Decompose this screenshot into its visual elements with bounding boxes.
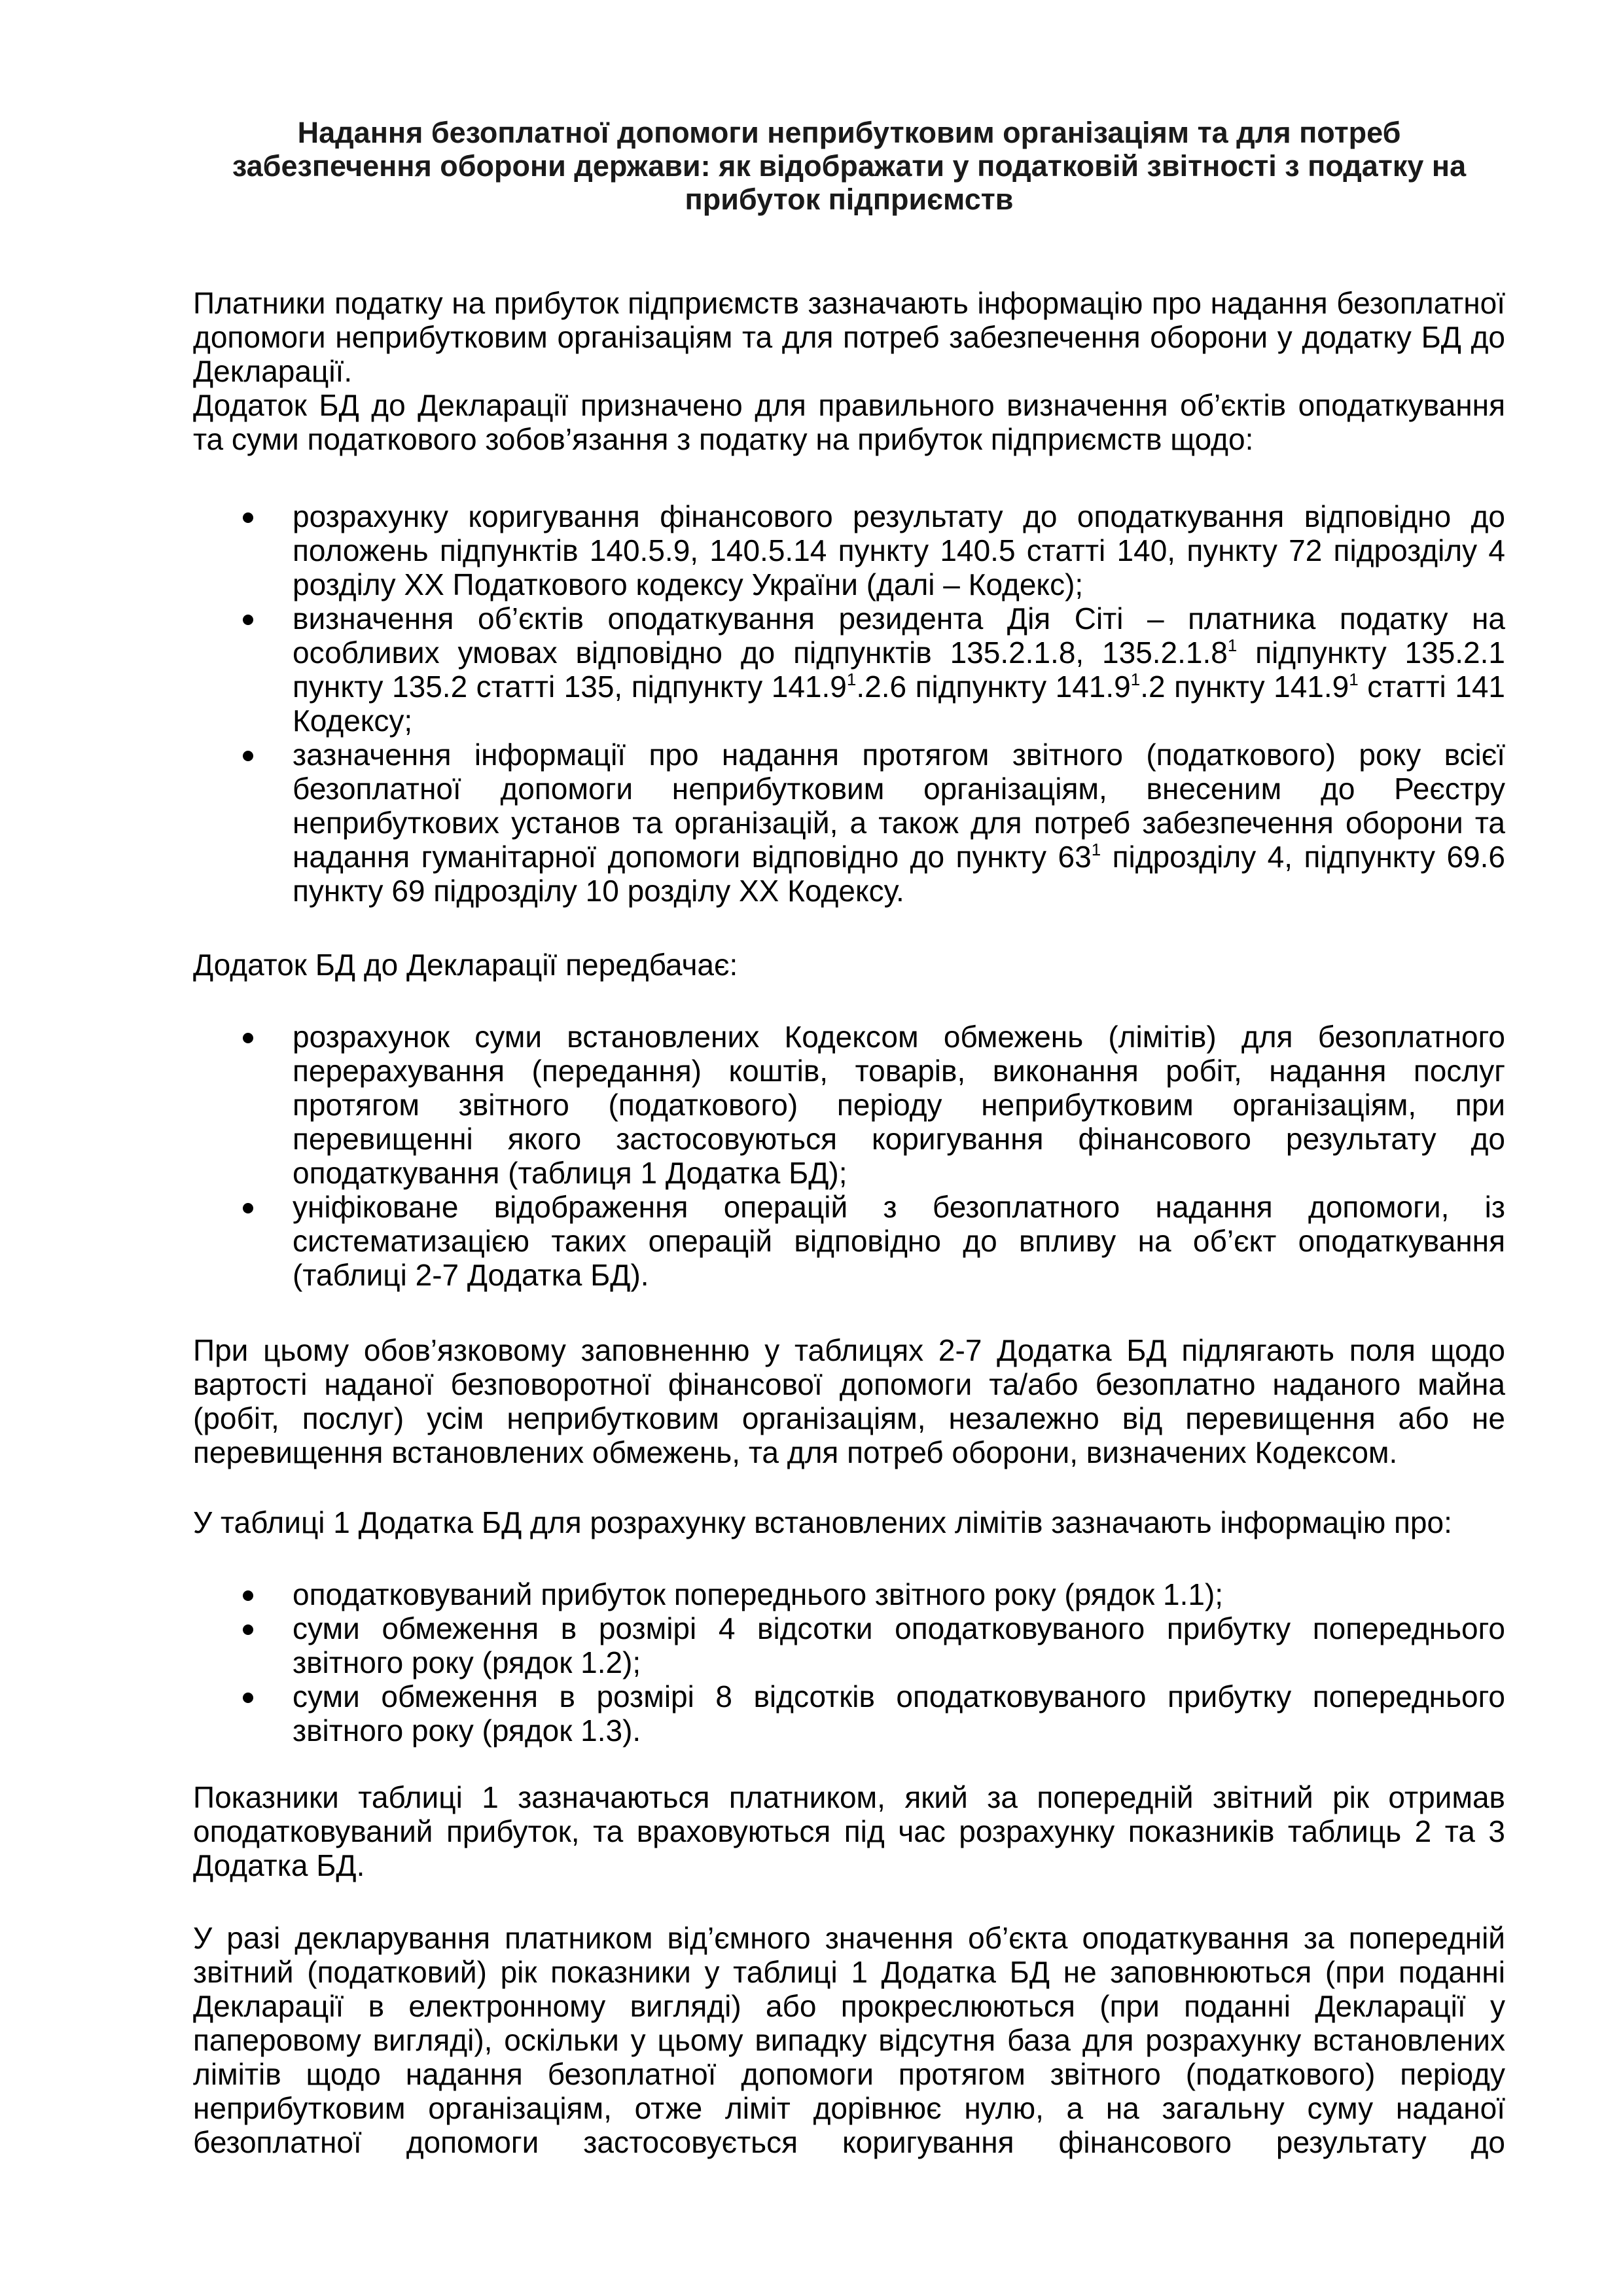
purpose-list-section bbox=[193, 499, 1505, 908]
bullet-icon bbox=[243, 1590, 253, 1601]
list-item-text: суми обмеження в розмірі 4 відсотки оподатковуваного прибутку попереднього звітного року (рядок 1.2); bbox=[293, 1611, 1505, 1679]
superscript: 1 bbox=[846, 670, 857, 689]
list-item-text: статті 141 Кодексу; bbox=[293, 670, 1505, 738]
list-item-text: підрозділу 4, підпункту 69.6 пункту 69 підрозділу 10 розділу ХХ Кодексу. bbox=[293, 840, 1506, 908]
document-title bbox=[193, 116, 1505, 216]
list-item-text: визначення об’єктів оподаткування резидента Дія Сіті – платника податку на особливих умовах відповідно до підпунктів 135.2.1.8, 135.2.1.8 bbox=[293, 601, 1505, 670]
negative-section bbox=[193, 1921, 1505, 2159]
mandatory-section bbox=[193, 1333, 1505, 1469]
list-item bbox=[193, 1190, 1505, 1292]
intro-paragraph-2: Додаток БД до Декларації призначено для правильного визначення об’єктів оподаткування та суми податкового зобов’язання з податку на прибуток підприємств щодо: bbox=[193, 388, 1505, 456]
list-item-text: суми обмеження в розмірі 8 відсотків оподатковуваного прибутку попереднього звітного року (рядок 1.3). bbox=[293, 1679, 1505, 1748]
bullet-icon bbox=[243, 751, 253, 761]
list-item-text: оподатковуваний прибуток попереднього звітного року (рядок 1.1); bbox=[293, 1577, 1224, 1611]
list-item bbox=[193, 1679, 1505, 1748]
provides-list bbox=[193, 1020, 1505, 1292]
list-item bbox=[193, 738, 1505, 908]
list-item bbox=[193, 601, 1505, 738]
list-item-text: уніфіковане відображення операцій з безоплатного надання допомоги, із систематизацією таких операцій відповідно до впливу на об’єкт оподаткування (таблиці 2-7 Додатка БД). bbox=[293, 1190, 1505, 1292]
bullet-icon bbox=[243, 512, 253, 523]
table1-list bbox=[193, 1577, 1505, 1748]
negative-paragraph: У разі декларування платником від’ємного значення об’єкта оподаткування за попередній звітний (податковий) рік показники у таблиці 1 Додатка БД не заповнюються (при поданні Декларації в електронному вигляді) або прокреслюються (при поданні Декларації у паперовому вигляді), оскільки у цьому випадку відсутня база для розрахунку встановлених лімітів щодо надання безоплатної допомоги протягом звітного (податкового) періоду неприбутковим організаціям, отже ліміт дорівнює нулю, а на загальну суму наданої безоплатної допомоги застосовується коригування фінансового результату до bbox=[193, 1921, 1505, 2159]
bullet-icon bbox=[243, 615, 253, 625]
table1-heading: У таблиці 1 Додатка БД для розрахунку встановлених лімітів зазначають інформацію про: bbox=[193, 1505, 1452, 1539]
table1-list-section bbox=[193, 1577, 1505, 1748]
list-item-text: розрахунку коригування фінансового результату до оподаткування відповідно до положень підпунктів 140.5.9, 140.5.14 пункту 140.5 статті 140, пункту 72 підрозділу 4 розділу ХХ Податкового кодексу України (далі – Кодекс); bbox=[293, 499, 1505, 601]
superscript: 1 bbox=[1349, 670, 1359, 689]
bullet-icon bbox=[243, 1203, 253, 1213]
list-item bbox=[193, 1020, 1505, 1190]
intro-paragraph-1: Платники податку на прибуток підприємств зазначають інформацію про надання безоплатної допомоги неприбутковим організаціям та для потреб забезпечення оборони у додатку БД до Декларації. bbox=[193, 286, 1505, 388]
superscript: 1 bbox=[1130, 670, 1141, 689]
table1-heading-section bbox=[193, 1505, 1505, 1539]
purpose-list bbox=[193, 499, 1505, 908]
mandatory-paragraph: При цьому обов’язковому заповненню у таблицях 2-7 Додатка БД підлягають поля щодо вартості наданої безповоротної фінансової допомоги та/або безоплатно наданого майна (робіт, послуг) усім неприбутковим організаціям, незалежно від перевищення або не перевищення встановлених обмежень, та для потреб оборони, визначених Кодексом. bbox=[193, 1333, 1505, 1469]
bullet-icon bbox=[243, 1033, 253, 1043]
bullet-icon bbox=[243, 1693, 253, 1703]
list-item-text: розрахунок суми встановлених Кодексом обмежень (лімітів) для безоплатного перерахування (передання) коштів, товарів, виконання робіт, надання послуг протягом звітного (податкового) періоду неприбутковим організаціям, при перевищенні якого застосовуються коригування фінансового результату до оподаткування (таблиця 1 Додатка БД); bbox=[293, 1020, 1505, 1190]
bullet-icon bbox=[243, 1624, 253, 1635]
title-line-3: прибуток підприємств bbox=[685, 183, 1014, 216]
title-line-1: Надання безоплатної допомоги неприбутковим організаціям та для потреб bbox=[297, 116, 1401, 149]
list-item bbox=[193, 1577, 1505, 1611]
provides-list-section bbox=[193, 1020, 1505, 1292]
intro-section bbox=[193, 286, 1505, 456]
list-item-text: зазначення інформації про надання протягом звітного (податкового) року всієї безоплатної допомоги неприбутковим організаціям, внесеним до Реєстру неприбуткових установ та організацій, а також для потреб забезпечення оборони та надання гуманітарної допомоги відповідно до пункту 63 bbox=[293, 738, 1505, 874]
indicators-section bbox=[193, 1780, 1505, 1882]
superscript: 1 bbox=[1091, 840, 1101, 859]
list-item bbox=[193, 1611, 1505, 1679]
title-line-2: забезпечення оборони держави: як відображати у податковій звітності з податку на bbox=[232, 149, 1467, 183]
list-item-text: підпункту 135.2.1 пункту 135.2 статті 135, підпункту 141.9 bbox=[293, 636, 1506, 704]
provides-heading-section bbox=[193, 948, 1505, 982]
list-item-text: .2.6 підпункту 141.9 bbox=[856, 670, 1131, 704]
superscript: 1 bbox=[1227, 636, 1238, 655]
indicators-paragraph: Показники таблиці 1 зазначаються платником, який за попередній звітний рік отримав оподатковуваний прибуток, та враховуються під час розрахунку показників таблиць 2 та 3 Додатка БД. bbox=[193, 1780, 1505, 1882]
list-item-text: .2 пункту 141.9 bbox=[1140, 670, 1349, 704]
provides-heading: Додаток БД до Декларації передбачає: bbox=[193, 948, 738, 982]
list-item bbox=[193, 499, 1505, 601]
